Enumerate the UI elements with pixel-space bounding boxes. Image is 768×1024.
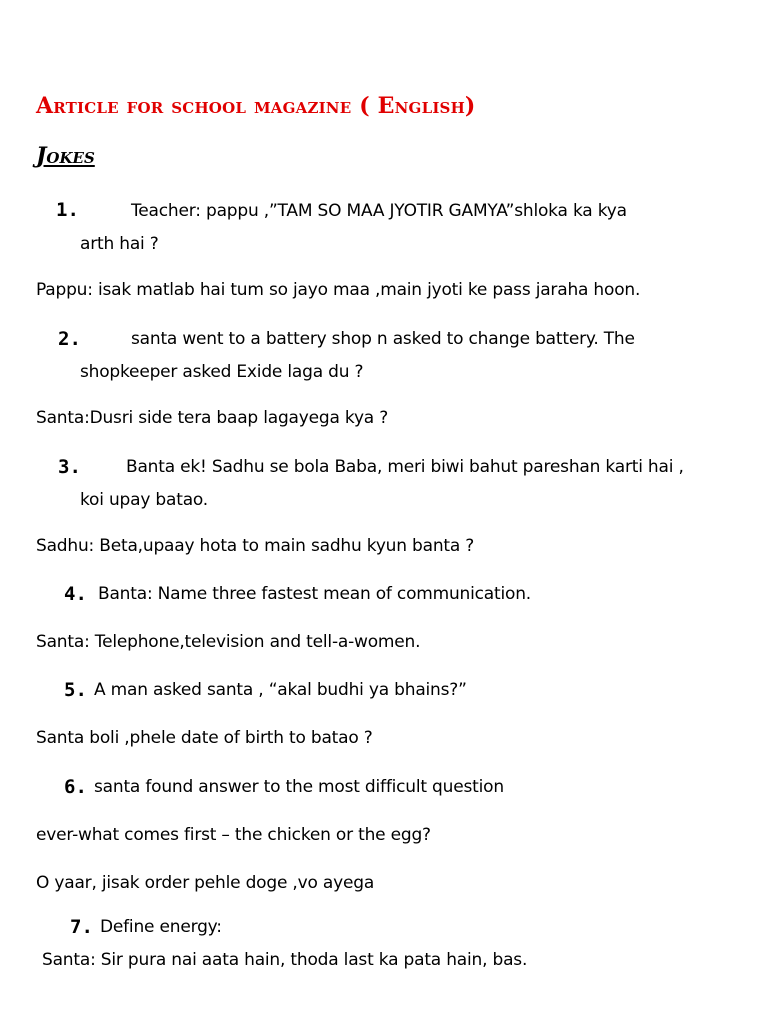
joke-6-line-1: santa found answer to the most difficult question	[94, 777, 504, 797]
joke-3-line-1: Banta ek! Sadhu se bola Baba, meri biwi bahut pareshan karti hai ,	[126, 457, 684, 477]
joke-6-answer-line-1: ever-what comes first – the chicken or the egg?	[36, 825, 431, 845]
joke-6-number: 6.	[64, 776, 87, 798]
joke-4-number: 4.	[64, 583, 87, 605]
joke-3-number: 3.	[58, 456, 81, 478]
joke-6-answer-line-2: O yaar, jisak order pehle doge ,vo ayega	[36, 873, 375, 893]
joke-1-answer: Pappu: isak matlab hai tum so jayo maa ,main jyoti ke pass jaraha hoon.	[36, 280, 641, 300]
joke-2-line-2: shopkeeper asked Exide laga du ?	[80, 362, 364, 382]
joke-2-number: 2.	[58, 328, 81, 350]
joke-7-number: 7.	[70, 916, 93, 938]
joke-7-answer: Santa: Sir pura nai aata hain, thoda last ka pata hain, bas.	[42, 950, 528, 970]
article-title: Article for school magazine ( English)	[36, 93, 476, 119]
joke-5-answer: Santa boli ,phele date of birth to batao ?	[36, 728, 373, 748]
joke-5-line-1: A man asked santa , “akal budhi ya bhains?”	[94, 680, 467, 700]
joke-7-line-1: Define energy:	[100, 917, 222, 937]
joke-4-answer: Santa: Telephone,television and tell-a-women.	[36, 632, 421, 652]
joke-3-answer: Sadhu: Beta,upaay hota to main sadhu kyun banta ?	[36, 536, 475, 556]
joke-2-line-1: santa went to a battery shop n asked to change battery. The	[131, 329, 635, 349]
joke-2-answer: Santa:Dusri side tera baap lagayega kya ?	[36, 408, 389, 428]
joke-1-line-2: arth hai ?	[80, 234, 159, 254]
joke-5-number: 5.	[64, 679, 87, 701]
jokes-heading: Jokes	[36, 143, 95, 169]
joke-1-number: 1.	[56, 199, 79, 221]
joke-1-line-1: Teacher: pappu ,”TAM SO MAA JYOTIR GAMYA”shloka ka kya	[131, 201, 627, 221]
joke-4-line-1: Banta: Name three fastest mean of communication.	[98, 584, 531, 604]
joke-3-line-2: koi upay batao.	[80, 490, 209, 510]
